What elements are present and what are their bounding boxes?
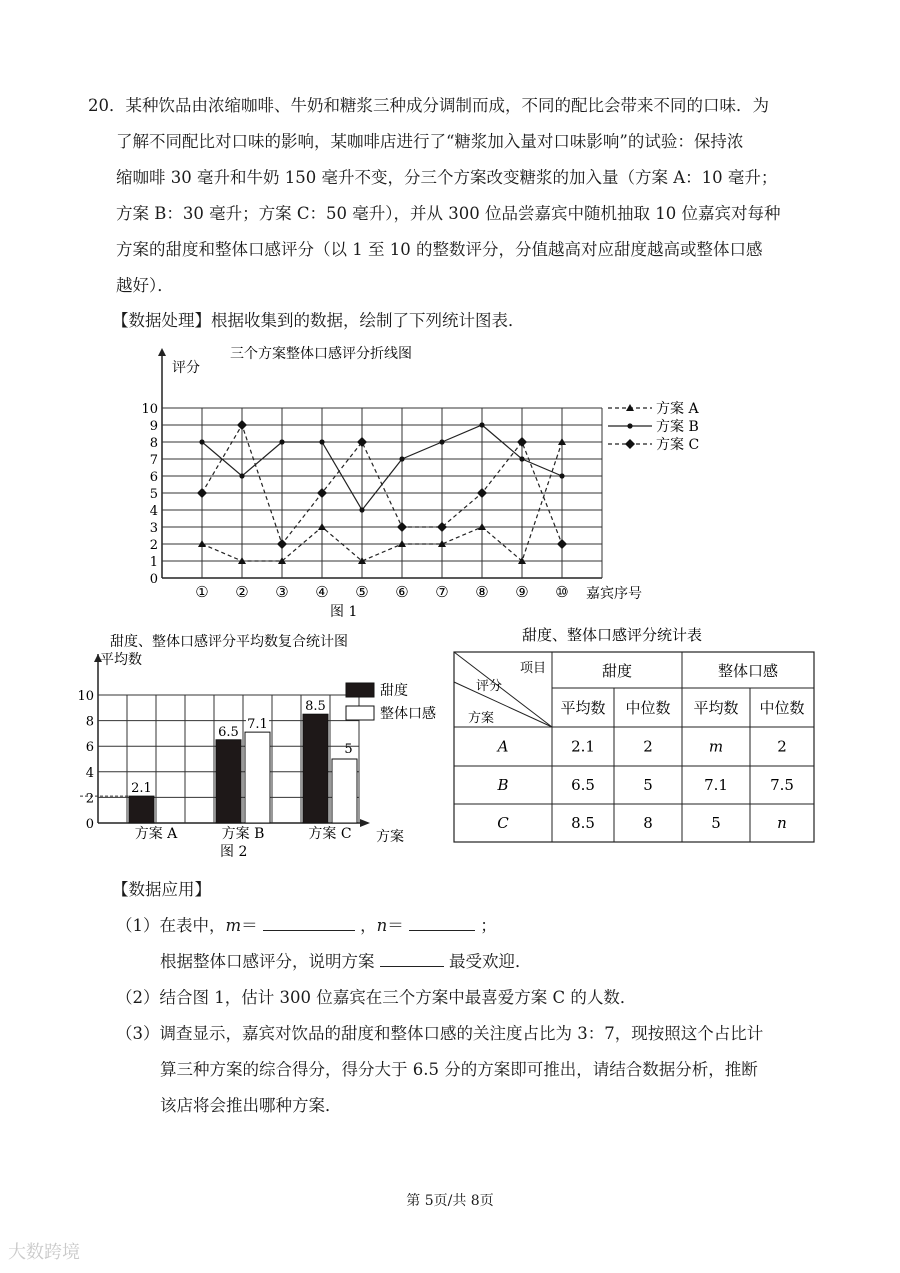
problem-line-3: 缩咖啡 30 毫升和牛奶 150 毫升不变，分三个方案改变糖浆的加入量（方案 A：10 毫升； xyxy=(116,168,778,187)
table-cell: m xyxy=(708,737,724,756)
data-point-dot xyxy=(319,439,324,444)
table-cell: n xyxy=(777,814,787,832)
y-tick-label: 8 xyxy=(85,714,94,730)
question-2: （2）结合图 1，估计 300 位嘉宾在三个方案中最喜爱方案 C 的人数． xyxy=(116,988,637,1007)
legend-label: 方案 A xyxy=(656,401,699,417)
data-point-diamond xyxy=(277,539,287,549)
bar-overall-taste xyxy=(332,759,357,823)
blank-m[interactable] xyxy=(263,916,355,931)
q1-eq1: ＝ xyxy=(241,916,258,935)
data-point-dot xyxy=(439,439,444,444)
y-tick-label: 2 xyxy=(149,538,158,553)
legend-swatch-overall xyxy=(346,706,374,720)
chart-title: 甜度、整体口感评分平均数复合统计图 xyxy=(110,634,348,650)
problem-line-4: 方案 B：30 毫升；方案 C：50 毫升），并从 300 位品尝嘉宾中随机抽取 10 位嘉宾对每种 xyxy=(116,204,781,223)
x-tick-label: ⑦ xyxy=(435,583,449,601)
bar-label-sweetness: 6.5 xyxy=(218,724,239,740)
problem-line-6: 越好）． xyxy=(116,276,174,295)
statistics-table xyxy=(450,620,820,845)
bar-label-sweetness: 8.5 xyxy=(305,699,326,715)
data-point-diamond xyxy=(197,488,207,498)
y-tick-label: 9 xyxy=(149,419,158,434)
x-axis-arrow xyxy=(360,819,370,827)
x-tick-label: ⑤ xyxy=(355,583,369,601)
table-cell: 6.5 xyxy=(571,776,595,794)
data-point-dot xyxy=(239,473,244,478)
q1b-prefix: 根据整体口感评分，说明方案 xyxy=(160,952,375,971)
x-tick-label: 方案 C xyxy=(308,826,352,842)
y-axis-label: 平均数 xyxy=(100,652,142,668)
table-cell: 2.1 xyxy=(571,737,595,756)
question-3-line-2: 算三种方案的综合得分，得分大于 6.5 分的方案即可推出，请结合数据分析，推断 xyxy=(160,1060,758,1079)
group-header: 甜度 xyxy=(601,662,633,680)
x-tick-label: ⑩ xyxy=(555,583,569,601)
y-tick-label: 0 xyxy=(85,817,94,832)
bar-sweetness xyxy=(303,714,328,823)
q1-eq2: ＝ xyxy=(387,916,404,935)
bar-label-overall-taste: 5 xyxy=(344,742,353,757)
y-tick-label: 10 xyxy=(77,689,94,704)
table-cell: 2 xyxy=(777,737,787,756)
x-tick-label: 方案 B xyxy=(221,826,265,842)
series-line-2 xyxy=(202,425,562,544)
table-cell: 7.1 xyxy=(704,776,728,794)
y-axis-arrow xyxy=(158,348,166,356)
bar-sweetness xyxy=(216,740,241,823)
data-processing-heading: 【数据处理】根据收集到的数据，绘制了下列统计图表． xyxy=(112,311,525,330)
data-point-diamond xyxy=(557,539,567,549)
table-cell: 8 xyxy=(643,814,653,832)
row-label: B xyxy=(497,776,509,794)
q1-prefix: （1）在表中， xyxy=(116,916,226,935)
x-tick-label: ① xyxy=(195,583,209,601)
table-cell: 2 xyxy=(643,737,653,756)
question-1b xyxy=(160,948,532,972)
legend-label: 甜度 xyxy=(380,683,408,699)
table-cell: 5 xyxy=(711,814,721,832)
group-header: 整体口感 xyxy=(717,662,779,680)
row-label: C xyxy=(497,814,509,832)
y-tick-label: 6 xyxy=(149,470,158,485)
table-cell: 8.5 xyxy=(571,814,595,832)
watermark-logo: 大数跨境 xyxy=(8,1242,80,1263)
data-point-dot xyxy=(199,439,204,444)
blank-scheme[interactable] xyxy=(380,952,444,967)
figure-caption: 图 2 xyxy=(220,844,248,860)
problem-line-5: 方案的甜度和整体口感评分（以 1 至 10 的整数评分，分值越高对应甜度越高或整体口感 xyxy=(116,240,763,259)
y-tick-label: 2 xyxy=(85,791,94,807)
x-tick-label: 方案 A xyxy=(134,826,178,842)
table-title: 甜度、整体口感评分统计表 xyxy=(522,626,703,644)
data-point-dot xyxy=(359,507,364,512)
bar-label-overall-taste: 7.1 xyxy=(247,717,268,733)
question-1 xyxy=(116,912,497,936)
blank-n[interactable] xyxy=(409,916,475,931)
row-label: A xyxy=(497,737,509,756)
sub-header: 中位数 xyxy=(625,699,671,717)
legend-label: 方案 C xyxy=(656,437,700,453)
page-footer: 第 5页/共 8页 xyxy=(406,1193,494,1209)
x-axis-label: 方案 xyxy=(376,829,404,845)
problem-line-1: 20．某种饮品由浓缩咖啡、牛奶和糖浆三种成分调制而成，不同的配比会带来不同的口味．为 xyxy=(88,96,769,115)
problem-line-2: 了解不同配比对口味的影响，某咖啡店进行了“糖浆加入量对口味影响”的试验：保持浓 xyxy=(116,132,744,151)
figure-caption: 图 1 xyxy=(330,604,358,620)
data-point-dot xyxy=(559,473,564,478)
data-point-diamond xyxy=(237,420,247,430)
q1-end: ； xyxy=(480,916,497,935)
y-tick-label: 10 xyxy=(141,402,158,417)
legend-marker xyxy=(625,439,635,449)
q1-m-symbol: m xyxy=(225,916,242,935)
sub-header: 平均数 xyxy=(560,699,606,717)
y-tick-label: 7 xyxy=(149,453,158,468)
legend-marker xyxy=(627,423,632,428)
x-tick-label: ③ xyxy=(275,583,289,601)
x-axis-label: 嘉宾序号 xyxy=(586,586,642,602)
y-tick-label: 8 xyxy=(149,436,158,451)
y-tick-label: 3 xyxy=(149,521,158,536)
data-point-dot xyxy=(519,456,524,461)
q1-sep: ， xyxy=(360,916,377,935)
data-point-dot xyxy=(279,439,284,444)
corner-middle-label: 评分 xyxy=(476,679,503,694)
x-tick-label: ⑧ xyxy=(475,583,489,601)
q1-n-symbol: n xyxy=(376,916,388,935)
bar-label-sweetness: 2.1 xyxy=(131,781,152,797)
bar-overall-taste xyxy=(245,732,270,823)
y-axis-label: 评分 xyxy=(172,360,200,376)
sub-header: 平均数 xyxy=(693,699,739,717)
x-tick-label: ④ xyxy=(315,583,329,601)
y-tick-label: 0 xyxy=(149,572,158,587)
bar-chart-figure-2 xyxy=(77,628,450,868)
legend-swatch-sweetness xyxy=(346,683,374,697)
y-tick-label: 4 xyxy=(149,504,158,519)
table-cell: 7.5 xyxy=(770,776,794,794)
x-tick-label: ⑥ xyxy=(395,583,409,601)
question-3-line-3: 该店将会推出哪种方案． xyxy=(160,1096,342,1115)
data-point-diamond xyxy=(517,437,527,447)
question-3-line-1: （3）调查显示，嘉宾对饮品的甜度和整体口感的关注度占比为 3：7，现按照这个占比计 xyxy=(116,1024,764,1043)
chart-title: 三个方案整体口感评分折线图 xyxy=(230,346,412,362)
table-cell: 5 xyxy=(643,776,653,794)
y-tick-label: 5 xyxy=(149,487,158,502)
y-tick-label: 4 xyxy=(85,765,94,781)
legend-label: 整体口感 xyxy=(380,706,436,722)
data-point-dot xyxy=(479,422,484,427)
corner-top-label: 项目 xyxy=(520,661,547,676)
line-chart-figure-1 xyxy=(140,340,700,620)
bar-sweetness xyxy=(129,796,154,823)
x-tick-label: ⑨ xyxy=(515,583,529,601)
q1b-suffix: 最受欢迎． xyxy=(449,952,532,971)
data-point-diamond xyxy=(397,522,407,532)
corner-bottom-label: 方案 xyxy=(468,711,495,726)
application-heading: 【数据应用】 xyxy=(112,880,211,899)
legend-label: 方案 B xyxy=(656,419,699,435)
y-tick-label: 1 xyxy=(149,555,158,570)
series-line-1 xyxy=(202,425,562,510)
x-tick-label: ② xyxy=(235,583,249,601)
sub-header: 中位数 xyxy=(759,699,805,717)
y-tick-label: 6 xyxy=(85,740,94,756)
data-point-dot xyxy=(399,456,404,461)
